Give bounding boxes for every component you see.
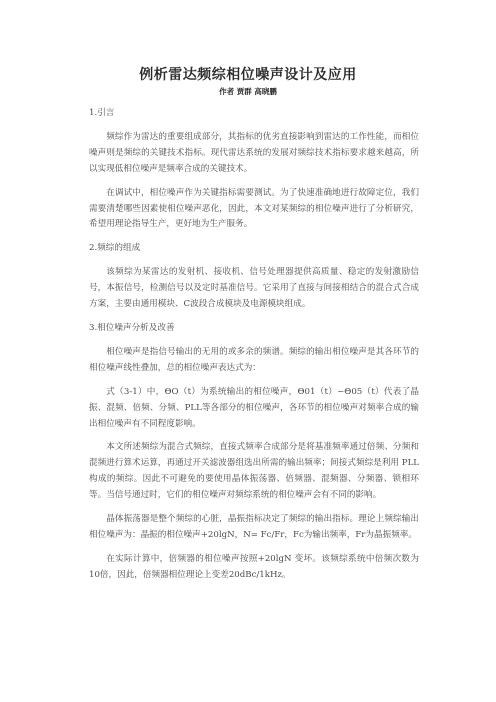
paragraph: 在调试中，相位噪声作为关键指标需要测试。为了快速准确地进行故障定位，我们需要清楚哪些因素使相位噪声恶化，因此，本文对某频综的相位噪声进行了分析研究，希望用理论指导生产，更好地为生产服务。: [89, 187, 419, 230]
paragraph: 频综作为雷达的重要组成部分，其指标的优劣直接影响到雷达的工作性能，而相位噪声则是频综的关键技术指标。现代雷达系统的发展对频综技术指标要求越来越高，所以实现低相位噪声是频率合成的关键技术。: [89, 131, 419, 174]
article-body: [89, 106, 419, 592]
paragraph: 该频综为某雷达的发射机、接收机、信号处理器提供高质量、稳定的发射激励信号，本振信号，检测信号以及定时基准信号。它采用了直接与间接相结合的混合式合成方案，主要由通用模块、C波段合成模块及电源模块组成。: [89, 267, 419, 310]
section-heading: 3.相位噪声分析及改善: [89, 322, 175, 333]
section-heading: 2.频综的组成: [89, 243, 141, 254]
paragraph: 式（3-1）中，ΘO（t）为系统输出的相位噪声，Θ01（t）~Θ05（t）代表了晶振、混频、倍频、分频、PLL等各部分的相位噪声，各环节的相位噪声对频率合成的输出相位噪声有不同程度影响。: [89, 386, 419, 429]
section-heading: 1.引言: [89, 108, 115, 118]
paragraph: 本文所述频综为混合式频综，直接式频率合成部分是将基准频率通过倍频、分频和混频进行算术运算，再通过开关滤波器组选出所需的输出频率；间接式频综是利用 PLL 构成的频综。因此不可避免的要使用晶体振荡器、倍频器、混频器、分频器、锁相环等。当信号通过时，它们的相位噪声对频综系统的相位噪声会有不同的影响。: [89, 442, 419, 501]
document-title: 例析雷达频综相位噪声设计及应用: [139, 67, 357, 83]
paragraph: 在实际计算中，倍频器的相位噪声按照+20lgN 变坏。该频综系统中倍频次数为10倍，因此，倍频器相位理论上变差20dBc/1kHz。: [89, 553, 419, 580]
paragraph: 相位噪声是指信号输出的无用的或多余的频谱。频综的输出相位噪声是其各环节的相位噪声线性叠加，总的相位噪声表达式为：: [89, 346, 419, 373]
author-line: 作者 贾群 高晓鹏: [219, 87, 277, 96]
paragraph: 晶体振荡器是整个频综的心脏，晶振指标决定了频综的输出指标。理论上频综输出相位噪声为：晶振的相位噪声+20lgN，N= Fc/Fr，Fc为输出频率，Fr为晶振频率。: [89, 514, 419, 540]
